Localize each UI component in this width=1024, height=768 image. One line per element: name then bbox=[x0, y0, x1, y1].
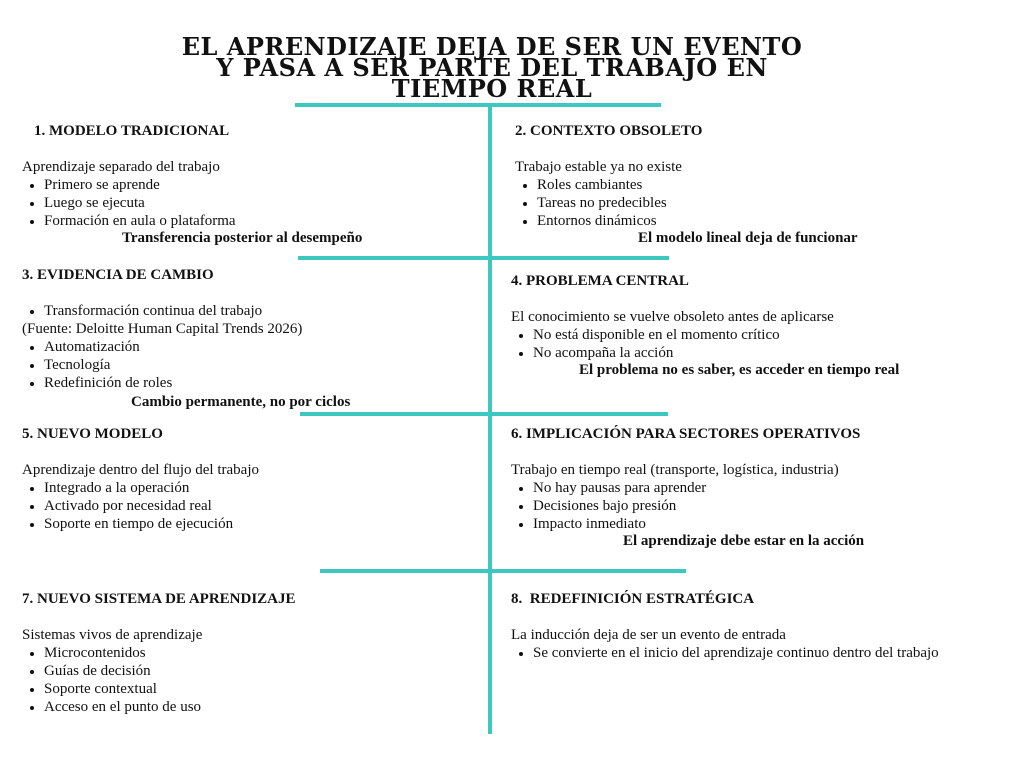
bullet-list bbox=[511, 326, 834, 362]
section-2-contexto-obsoleto bbox=[515, 122, 702, 230]
title-line-1: EL APRENDIZAJE DEJA DE SER UN EVENTO bbox=[181, 32, 803, 61]
list-item: • Decisiones bajo presión bbox=[533, 497, 860, 515]
list-item: • Activado por necesidad real bbox=[44, 497, 259, 515]
list-item: • Acceso en el punto de uso bbox=[44, 698, 296, 716]
section-heading: 8. REDEFINICIÓN ESTRATÉGICA bbox=[511, 591, 755, 607]
timeline-vertical-line bbox=[488, 103, 492, 734]
section-6-conclusion: El aprendizaje debe estar en la acción bbox=[623, 533, 865, 549]
list-item: • Roles cambiantes bbox=[537, 176, 702, 194]
section-intro: Trabajo en tiempo real (transporte, logística, industria) bbox=[511, 462, 839, 478]
section-heading: 1. MODELO TRADICIONAL bbox=[34, 123, 230, 139]
list-item: • Soporte en tiempo de ejecución bbox=[44, 515, 259, 533]
list-item: • No acompaña la acción bbox=[533, 344, 834, 362]
bullet-list bbox=[515, 176, 702, 230]
section-intro: El conocimiento se vuelve obsoleto antes de aplicarse bbox=[511, 309, 834, 325]
list-item: • No está disponible en el momento crítico bbox=[533, 326, 834, 344]
list-item: • Tareas no predecibles bbox=[537, 194, 702, 212]
list-item: • Guías de decisión bbox=[44, 662, 296, 680]
page-title bbox=[0, 32, 984, 103]
timeline-connector-3 bbox=[300, 412, 668, 416]
section-4-problema-central bbox=[511, 272, 834, 362]
list-item: • Microcontenidos bbox=[44, 644, 296, 662]
title-line-2: Y PASA A SER PARTE DEL TRABAJO EN bbox=[216, 53, 768, 82]
section-3-conclusion: Cambio permanente, no por ciclos bbox=[131, 394, 351, 410]
list-item: • Redefinición de roles bbox=[44, 374, 302, 392]
list-item: • Entornos dinámicos bbox=[537, 212, 702, 230]
timeline-connector-2 bbox=[298, 256, 669, 260]
list-item: • Impacto inmediato bbox=[533, 515, 860, 533]
list-item: • Tecnología bbox=[44, 356, 302, 374]
section-heading: 4. PROBLEMA CENTRAL bbox=[511, 273, 689, 289]
list-item: • Formación en aula o plataforma bbox=[44, 212, 236, 230]
section-intro: Sistemas vivos de aprendizaje bbox=[22, 627, 203, 643]
section-heading: 2. CONTEXTO OBSOLETO bbox=[515, 123, 703, 139]
list-item: • Primero se aprende bbox=[44, 176, 236, 194]
section-heading: 6. IMPLICACIÓN PARA SECTORES OPERATIVOS bbox=[511, 426, 861, 442]
list-item: • Transformación continua del trabajo bbox=[44, 302, 302, 320]
section-heading: 3. EVIDENCIA DE CAMBIO bbox=[22, 267, 214, 283]
section-intro: La inducción deja de ser un evento de entrada bbox=[511, 627, 786, 643]
list-item: • No hay pausas para aprender bbox=[533, 479, 860, 497]
section-8-redefinicion-estrategica bbox=[511, 590, 939, 662]
bullet-list bbox=[22, 176, 236, 230]
list-item: • Soporte contextual bbox=[44, 680, 296, 698]
timeline-connector-4 bbox=[320, 569, 686, 573]
bullet-list bbox=[511, 479, 860, 533]
bullet-list bbox=[22, 302, 302, 320]
section-heading: 5. NUEVO MODELO bbox=[22, 426, 163, 442]
bullet-list bbox=[22, 644, 296, 716]
section-heading: 7. NUEVO SISTEMA DE APRENDIZAJE bbox=[22, 591, 296, 607]
bullet-list bbox=[511, 644, 939, 662]
list-item: • Automatización bbox=[44, 338, 302, 356]
section-5-nuevo-modelo bbox=[22, 425, 259, 533]
source-note: (Fuente: Deloitte Human Capital Trends 2026) bbox=[22, 321, 303, 337]
section-2-conclusion: El modelo lineal deja de funcionar bbox=[638, 230, 858, 246]
section-intro: Trabajo estable ya no existe bbox=[515, 159, 682, 175]
list-item: • Luego se ejecuta bbox=[44, 194, 236, 212]
timeline-connector-top bbox=[295, 103, 661, 107]
bullet-list bbox=[22, 479, 259, 533]
section-1-conclusion: Transferencia posterior al desempeño bbox=[122, 230, 363, 246]
section-4-conclusion: El problema no es saber, es acceder en tiempo real bbox=[579, 362, 900, 378]
section-intro: Aprendizaje separado del trabajo bbox=[22, 159, 220, 175]
section-intro: Aprendizaje dentro del flujo del trabajo bbox=[22, 462, 259, 478]
list-item: • Se convierte en el inicio del aprendizaje continuo dentro del trabajo bbox=[533, 644, 939, 662]
list-item: • Integrado a la operación bbox=[44, 479, 259, 497]
section-3-evidencia-de-cambio bbox=[22, 266, 302, 392]
section-1-modelo-tradicional bbox=[22, 122, 236, 230]
title-line-3: TIEMPO REAL bbox=[391, 74, 593, 103]
bullet-list bbox=[22, 338, 302, 392]
section-7-nuevo-sistema bbox=[22, 590, 296, 716]
section-6-implicacion-sectores bbox=[511, 425, 860, 533]
